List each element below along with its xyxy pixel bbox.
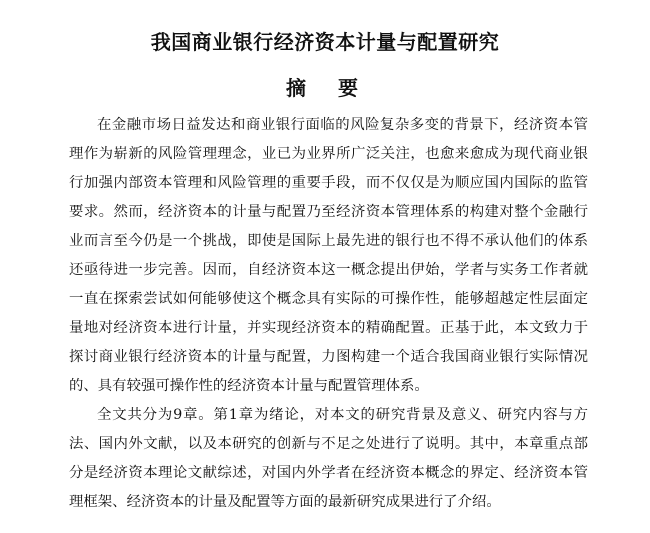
paragraph-2-line-2: 法、国内外文献，以及本研究的创新与不足之处进行了说明。其中，本章重点部 [69, 436, 588, 452]
paragraph-1-line-3: 行加强内部资本管理和风险管理的重要手段，而不仅仅是为顺应国内国际的监管 [69, 175, 588, 191]
paragraph-2-line-1: 全文共分为9章。第1章为绪论，对本文的研究背景及意义、研究内容与方 [97, 407, 588, 423]
paragraph-1-line-10: 的、具有较强可操作性的经济资本计量与配置管理体系。 [69, 378, 429, 394]
paragraph-2-line-3: 分是经济资本理论文献综述，对国内外学者在经济资本概念的界定、经济资本管 [69, 465, 588, 481]
paragraph-2-line-4: 理框架、经济资本的计量及配置等方面的最新研究成果进行了介绍。 [69, 494, 501, 510]
paragraph-1-line-4: 要求。然而，经济资本的计量与配置乃至经济资本管理体系的构建对整个金融行 [69, 204, 588, 220]
paragraph-1-line-7: 一直在探索尝试如何能够使这个概念具有实际的可操作性，能够超越定性层面定 [69, 291, 588, 307]
abstract-heading: 摘 要 [286, 76, 364, 100]
document-title: 我国商业银行经济资本计量与配置研究 [150, 30, 500, 54]
paragraph-1-line-6: 还亟待进一步完善。因而，自经济资本这一概念提出伊始，学者与实务工作者就 [69, 262, 588, 278]
paragraph-1-line-2: 理作为崭新的风险管理理念，业已为业界所广泛关注，也愈来愈成为现代商业银 [69, 146, 588, 162]
paragraph-1-line-1: 在金融市场日益发达和商业银行面临的风险复杂多变的背景下，经济资本管 [97, 117, 588, 133]
paragraph-1-line-9: 探讨商业银行经济资本的计量与配置，力图构建一个适合我国商业银行实际情况 [69, 349, 588, 365]
paragraph-1-line-8: 量地对经济资本进行计量，并实现经济资本的精确配置。正基于此，本文致力于 [69, 320, 588, 336]
paragraph-1-line-5: 业而言至今仍是一个挑战，即使是国际上最先进的银行也不得不承认他们的体系 [69, 233, 588, 249]
